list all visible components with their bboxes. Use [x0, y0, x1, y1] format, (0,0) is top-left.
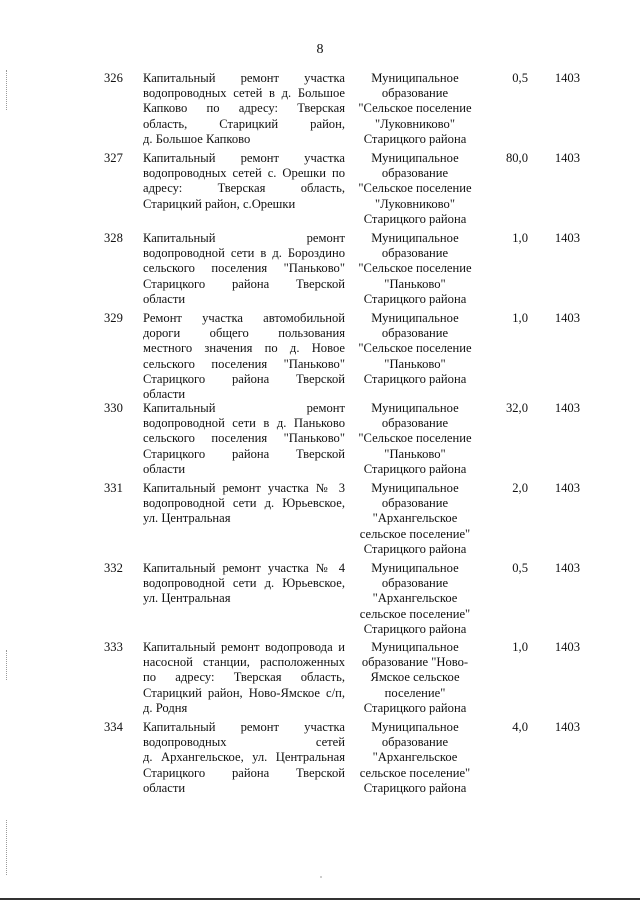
municipality: [352, 231, 478, 307]
municipality-line: Муниципальное: [371, 231, 459, 245]
description-line: дороги общего пользования: [143, 326, 345, 341]
budget-code: 1403: [554, 401, 580, 415]
municipality-line: Муниципальное: [371, 640, 459, 654]
description-line: сельского поселения "Паньково": [143, 356, 345, 371]
municipality-line: Старицкого района: [363, 780, 467, 795]
amount: 1,0: [512, 231, 528, 245]
amount: 2,0: [512, 481, 528, 495]
municipality-line: "Архангельское: [372, 591, 458, 606]
description-line: д. Архангельское, ул. Центральная: [143, 750, 345, 765]
bottom-border: [0, 898, 640, 900]
description-line: Ремонт участка автомобильной: [143, 311, 345, 325]
description-line: сельского поселения "Паньково": [143, 431, 345, 446]
amount: 0,5: [512, 561, 528, 575]
budget-code: 1403: [554, 561, 580, 575]
description-line: д. Родня: [143, 700, 188, 715]
municipality-line: сельское поселение": [359, 526, 471, 541]
description-line: Капитальный ремонт участка: [143, 71, 345, 85]
work-description: [143, 481, 345, 527]
municipality-line: образование: [381, 735, 449, 750]
description-line: водопроводных сетей с. Орешки по: [143, 166, 345, 181]
municipality-line: "Сельское поселение: [358, 101, 472, 116]
municipality: [352, 720, 478, 796]
municipality-line: сельское поселение": [359, 765, 471, 780]
municipality-line: образование: [381, 576, 449, 591]
municipality-line: Муниципальное: [371, 151, 459, 165]
description-line: водопроводной сети д. Юрьевское,: [143, 576, 345, 591]
description-line: Старицкий район, Ново-Ямское с/п,: [143, 685, 345, 700]
row-number: 327: [104, 151, 123, 165]
row-number: 330: [104, 401, 123, 415]
budget-code: 1403: [554, 481, 580, 495]
municipality-line: Муниципальное: [371, 401, 459, 415]
municipality-line: "Сельское поселение: [358, 341, 472, 356]
row-number: 326: [104, 71, 123, 85]
description-line: области: [143, 291, 186, 306]
description-line: Капково по адресу: Тверская: [143, 101, 345, 116]
description-line: ул. Центральная: [143, 591, 231, 606]
municipality-line: Старицкого района: [363, 700, 467, 715]
description-line: Старицкий район, с.Орешки: [143, 196, 296, 211]
municipality-line: Старицкого района: [363, 291, 467, 306]
description-line: Старицкого района Тверской: [143, 276, 345, 291]
municipality-line: Старицкого района: [363, 131, 467, 146]
description-line: насосной станции, расположенных: [143, 655, 345, 670]
budget-code: 1403: [554, 311, 580, 325]
left-margin-mark: [6, 820, 8, 875]
work-description: [143, 151, 345, 212]
municipality-line: образование: [381, 496, 449, 511]
municipality: [352, 401, 478, 477]
municipality-line: "Паньково": [384, 356, 446, 371]
description-line: Старицкого района Тверской: [143, 765, 345, 780]
description-line: области: [143, 461, 186, 476]
row-number: 328: [104, 231, 123, 245]
description-line: водопроводной сети в д. Паньково: [143, 416, 345, 431]
amount: 1,0: [512, 640, 528, 654]
description-line: местного значения по д. Новое: [143, 341, 345, 356]
budget-code: 1403: [554, 71, 580, 85]
description-line: Капитальный ремонт: [143, 401, 345, 415]
municipality: [352, 481, 478, 557]
description-line: д. Большое Капково: [143, 131, 251, 146]
work-description: [143, 640, 345, 716]
budget-code: 1403: [554, 231, 580, 245]
description-line: Капитальный ремонт: [143, 231, 345, 245]
municipality: [352, 640, 478, 716]
municipality-line: Старицкого района: [363, 371, 467, 386]
description-line: водопроводной сети д. Юрьевское,: [143, 496, 345, 511]
row-number: 334: [104, 720, 123, 734]
left-margin-mark: [6, 70, 8, 110]
municipality-line: Старицкого района: [363, 211, 467, 226]
description-line: Капитальный ремонт участка: [143, 151, 345, 165]
municipality-line: "Архангельское: [372, 511, 458, 526]
description-line: Капитальный ремонт участка № 4: [143, 561, 345, 575]
row-number: 332: [104, 561, 123, 575]
municipality-line: поселение": [384, 685, 446, 700]
description-line: Старицкого района Тверской: [143, 446, 345, 461]
description-line: водопроводной сети в д. Бороздино: [143, 246, 345, 261]
municipality: [352, 561, 478, 637]
work-description: [143, 311, 345, 402]
municipality-line: образование: [381, 166, 449, 181]
municipality: [352, 151, 478, 227]
municipality-line: образование: [381, 326, 449, 341]
amount: 32,0: [505, 401, 528, 415]
municipality-line: Муниципальное: [371, 311, 459, 325]
municipality: [352, 71, 478, 147]
municipality-line: "Паньково": [384, 446, 446, 461]
municipality-line: Муниципальное: [371, 561, 459, 575]
description-line: Капитальный ремонт участка № 3: [143, 481, 345, 495]
municipality: [352, 311, 478, 387]
description-line: область, Старицкий район,: [143, 116, 345, 131]
page-number: 8: [316, 42, 324, 57]
work-description: [143, 71, 345, 147]
description-line: водопроводных сетей: [143, 735, 345, 750]
amount: 4,0: [512, 720, 528, 734]
amount: 80,0: [505, 151, 528, 165]
work-description: [143, 231, 345, 307]
row-number: 331: [104, 481, 123, 495]
work-description: [143, 720, 345, 796]
scan-speck: [320, 876, 322, 878]
municipality-line: "Луковниково": [375, 196, 455, 211]
description-line: Старицкого района Тверской: [143, 371, 345, 386]
description-line: адресу: Тверская область,: [143, 181, 345, 196]
budget-code: 1403: [554, 151, 580, 165]
budget-code: 1403: [554, 720, 580, 734]
municipality-line: Старицкого района: [363, 621, 467, 636]
description-line: Капитальный ремонт участка: [143, 720, 345, 734]
municipality-line: Старицкого района: [363, 541, 467, 556]
left-margin-mark: [6, 650, 8, 680]
description-line: области: [143, 387, 186, 402]
municipality-line: Ямское сельское: [370, 670, 460, 685]
row-number: 333: [104, 640, 123, 654]
municipality-line: "Луковниково": [375, 116, 455, 131]
municipality-line: образование "Ново-: [361, 655, 469, 670]
description-line: Капитальный ремонт водопровода и: [143, 640, 345, 654]
municipality-line: "Паньково": [384, 276, 446, 291]
amount: 1,0: [512, 311, 528, 325]
work-description: [143, 401, 345, 477]
description-line: по адресу: Тверская область,: [143, 670, 345, 685]
municipality-line: образование: [381, 246, 449, 261]
municipality-line: Муниципальное: [371, 720, 459, 734]
municipality-line: "Архангельское: [372, 750, 458, 765]
budget-code: 1403: [554, 640, 580, 654]
municipality-line: Муниципальное: [371, 71, 459, 85]
municipality-line: "Сельское поселение: [358, 261, 472, 276]
description-line: области: [143, 780, 186, 795]
row-number: 329: [104, 311, 123, 325]
municipality-line: образование: [381, 86, 449, 101]
municipality-line: Старицкого района: [363, 461, 467, 476]
description-line: ул. Центральная: [143, 511, 231, 526]
work-description: [143, 561, 345, 607]
description-line: водопроводных сетей в д. Большое: [143, 86, 345, 101]
municipality-line: образование: [381, 416, 449, 431]
municipality-line: сельское поселение": [359, 606, 471, 621]
municipality-line: "Сельское поселение: [358, 431, 472, 446]
municipality-line: "Сельское поселение: [358, 181, 472, 196]
municipality-line: Муниципальное: [371, 481, 459, 495]
description-line: сельского поселения "Паньково": [143, 261, 345, 276]
amount: 0,5: [512, 71, 528, 85]
